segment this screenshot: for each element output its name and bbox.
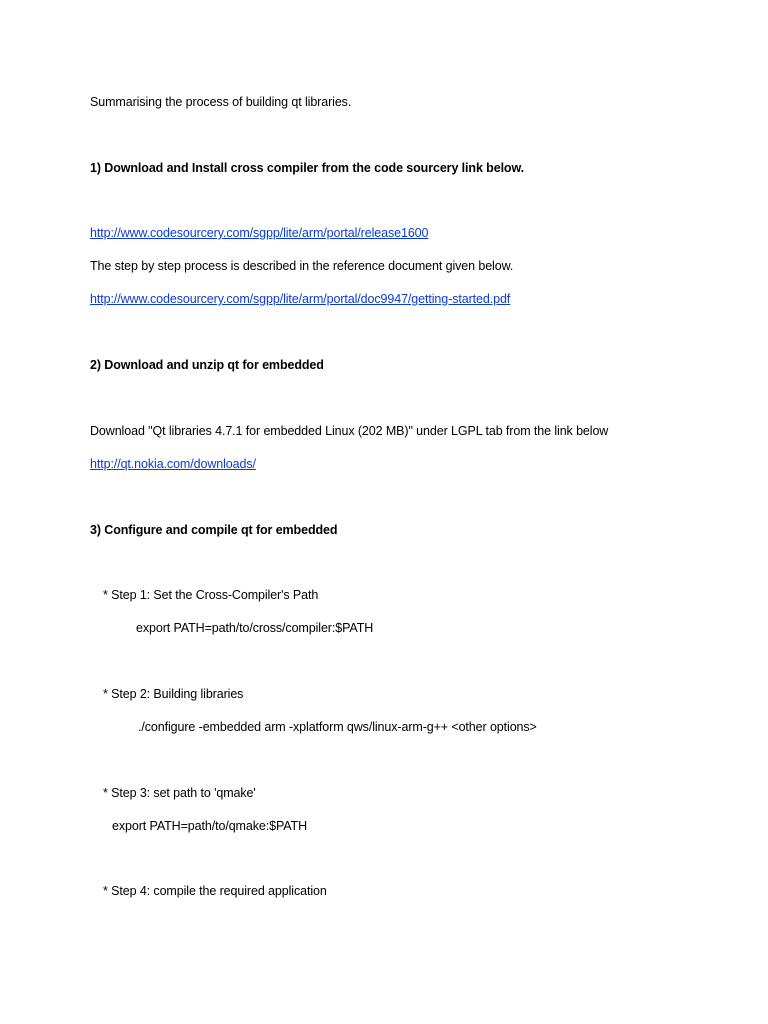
section-2-heading: 2) Download and unzip qt for embedded (90, 358, 324, 372)
getting-started-pdf-link[interactable]: http://www.codesourcery.com/sgpp/lite/arm/portal/doc9947/getting-started.pdf (90, 292, 511, 306)
step-1-command: export PATH=path/to/cross/compiler:$PATH (136, 621, 374, 635)
step-4-title: * Step 4: compile the required application (103, 884, 327, 898)
section-1-heading: 1) Download and Install cross compiler from the code sourcery link below. (90, 161, 525, 175)
step-2-title: * Step 2: Building libraries (103, 687, 244, 701)
section-1-description: The step by step process is described in the reference document given below. (90, 259, 514, 273)
section-2-description: Download "Qt libraries 4.7.1 for embedded Linux (202 MB)" under LGPL tab from the link below (90, 424, 609, 438)
step-2-command: ./configure -embedded arm -xplatform qws/linux-arm-g++ <other options> (138, 720, 537, 734)
qt-downloads-link[interactable]: http://qt.nokia.com/downloads/ (90, 457, 256, 471)
codesourcery-release-link[interactable]: http://www.codesourcery.com/sgpp/lite/arm/portal/release1600 (90, 226, 429, 240)
step-3-title: * Step 3: set path to 'qmake' (103, 786, 256, 800)
step-3-command: export PATH=path/to/qmake:$PATH (112, 819, 308, 833)
step-1-title: * Step 1: Set the Cross-Compiler's Path (103, 588, 319, 602)
section-3-heading: 3) Configure and compile qt for embedded (90, 523, 338, 537)
intro-text: Summarising the process of building qt libraries. (90, 95, 352, 109)
